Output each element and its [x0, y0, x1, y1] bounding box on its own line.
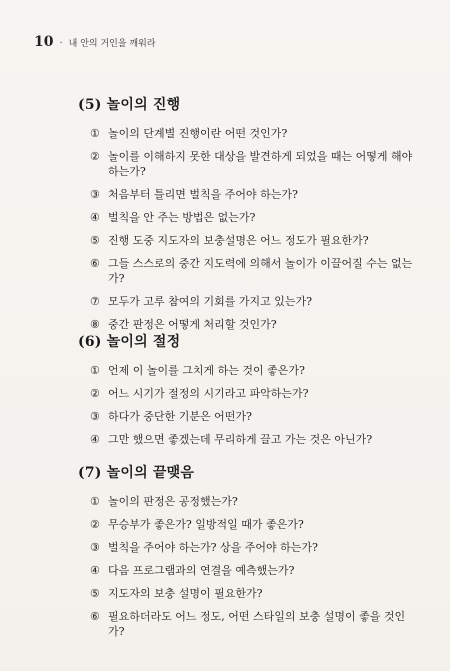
- list-item: [90, 517, 418, 532]
- item-text: 진행 도중 지도자의 보충설명은 어느 정도가 필요한가?: [108, 234, 369, 247]
- item-text: 언제 이 놀이를 그치게 하는 것이 좋은가?: [108, 364, 305, 377]
- list-item: [90, 187, 418, 202]
- item-text: 놀이의 단계별 진행이란 어떤 것인가?: [108, 127, 288, 140]
- section-progress: [78, 94, 418, 340]
- header-separator: ·: [59, 38, 63, 49]
- section-closing: [78, 462, 418, 647]
- item-text: 놀이의 판정은 공정했는가?: [108, 495, 238, 508]
- item-number: ③: [90, 188, 100, 201]
- list-item: [90, 294, 418, 309]
- list-item: [90, 149, 418, 179]
- item-number: ⑤: [90, 234, 100, 247]
- item-number: ④: [90, 433, 100, 446]
- item-number: ④: [90, 564, 100, 577]
- item-number: ①: [90, 127, 100, 140]
- item-number: ③: [90, 410, 100, 423]
- list-item: [90, 363, 418, 378]
- item-text: 어느 시기가 절정의 시기라고 파악하는가?: [108, 387, 309, 400]
- section-title: (5) 놀이의 진행: [78, 97, 181, 113]
- item-text: 놀이를 이해하지 못한 대상을 발견하게 되었을 때는 어떻게 해야 하는가?: [108, 150, 413, 178]
- list-item: [90, 432, 418, 447]
- list-item: [90, 586, 418, 601]
- item-number: ②: [90, 387, 100, 400]
- item-text: 다음 프로그램과의 연결을 예측했는가?: [108, 564, 295, 577]
- item-text: 하다가 중단한 기분은 어떤가?: [108, 410, 252, 423]
- running-header: [34, 34, 156, 50]
- page-number: 10: [34, 34, 54, 50]
- item-text: 지도자의 보충 설명이 필요한가?: [108, 587, 263, 600]
- list-item: [90, 494, 418, 509]
- section-climax: [78, 331, 418, 455]
- item-text: 중간 판정은 어떻게 처리할 것인가?: [108, 318, 277, 331]
- list-item: [90, 233, 418, 248]
- item-number: ⑥: [90, 610, 100, 623]
- list-item: [90, 409, 418, 424]
- item-number: ①: [90, 495, 100, 508]
- item-number: ③: [90, 541, 100, 554]
- list-item: [90, 609, 418, 639]
- item-text: 무승부가 좋은가? 일방적일 때가 좋은가?: [108, 518, 304, 531]
- list-item: [90, 317, 418, 332]
- item-number: ④: [90, 211, 100, 224]
- section-title: (7) 놀이의 끝맺음: [78, 465, 195, 481]
- list-item: [90, 386, 418, 401]
- item-number: ①: [90, 364, 100, 377]
- item-number: ⑤: [90, 587, 100, 600]
- item-text: 그만 했으면 좋겠는데 무리하게 끌고 가는 것은 아닌가?: [108, 433, 373, 446]
- item-text: 그들 스스로의 중간 지도력에 의해서 놀이가 이끌어질 수는 없는가?: [108, 257, 413, 285]
- list-item: [90, 256, 418, 286]
- list-item: [90, 210, 418, 225]
- list-item: [90, 126, 418, 141]
- item-number: ⑥: [90, 257, 100, 270]
- item-number: ②: [90, 518, 100, 531]
- item-number: ⑧: [90, 318, 100, 331]
- list-item: [90, 540, 418, 555]
- item-text: 벌칙을 안 주는 방법은 없는가?: [108, 211, 256, 224]
- item-text: 모두가 고루 참여의 기회를 가지고 있는가?: [108, 295, 313, 308]
- item-number: ⑦: [90, 295, 100, 308]
- book-title: 내 안의 거인을 깨워라: [68, 39, 156, 49]
- section-title: (6) 놀이의 절정: [78, 334, 181, 350]
- list-item: [90, 563, 418, 578]
- item-text: 필요하더라도 어느 정도, 어떤 스타일의 보충 설명이 좋을 것인가?: [108, 610, 406, 638]
- item-text: 처음부터 틀리면 벌칙을 주어야 하는가?: [108, 188, 298, 201]
- item-text: 벌칙을 주어야 하는가? 상을 주어야 하는가?: [108, 541, 318, 554]
- item-number: ②: [90, 150, 100, 163]
